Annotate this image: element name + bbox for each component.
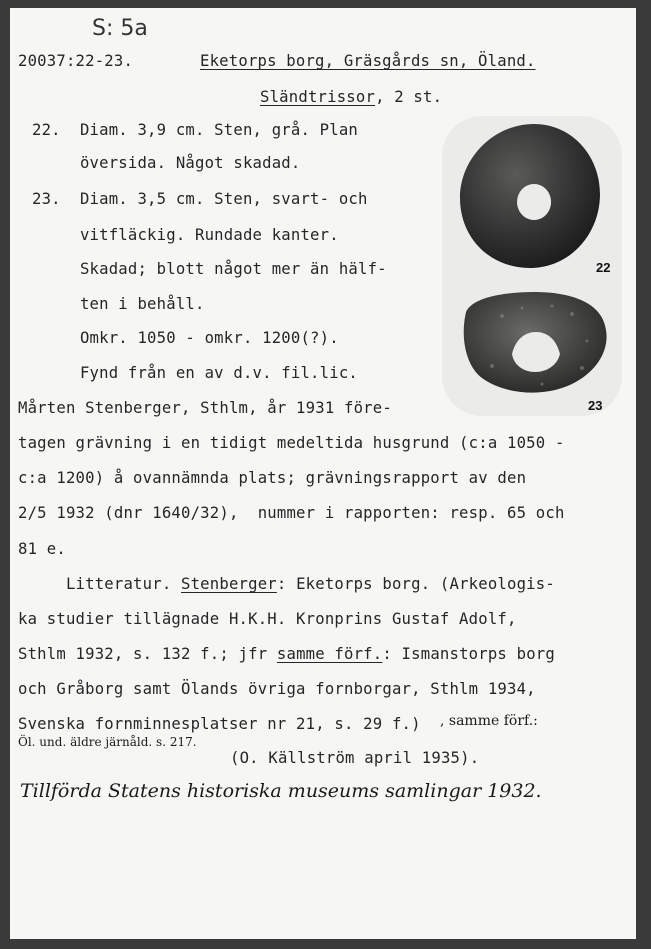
literature-author: Stenberger <box>181 575 277 593</box>
literature-line-4: och Gråborg samt Ölands övriga fornborgar, Sthlm 1934, <box>18 680 536 698</box>
photo-label-23: 23 <box>588 398 603 413</box>
archive-mark: S: 5a <box>92 16 148 41</box>
inventory-number: 20037:22-23. <box>18 52 134 70</box>
literature-text: Sthlm 1932, s. 132 f.; jfr <box>18 645 277 663</box>
text-line: tagen grävning i en tidigt medeltida husgrund (c:a 1050 - <box>18 434 565 452</box>
text-line: vitfläckig. Rundade kanter. <box>32 226 339 244</box>
literature-line-2: ka studier tillägnade H.K.H. Kronprins Gustaf Adolf, <box>18 610 517 628</box>
literature-line-3 <box>18 645 555 663</box>
literature-line-1 <box>18 575 555 593</box>
catalog-card <box>10 8 636 939</box>
object-title: Sländtrissor <box>260 88 376 106</box>
handwritten-reference: Öl. und. äldre järnåld. s. 217. <box>18 735 197 749</box>
object-count: , 2 st. <box>375 88 443 106</box>
literature-intro: Litteratur. <box>18 575 181 593</box>
text-line: översida. Något skadad. <box>32 154 301 172</box>
text-line: Fynd från en av d.v. fil.lic. <box>32 364 358 382</box>
object-title-line <box>260 88 442 106</box>
text-line: 81 e. <box>18 540 66 558</box>
find-place: Eketorps borg, Gräsgårds sn, Öland. <box>200 52 536 70</box>
text-line: Skadad; blott något mer än hälf- <box>32 260 387 278</box>
handwritten-footer: Tillförda Statens historiska museums samlingar 1932. <box>20 780 542 802</box>
photo-label-22: 22 <box>596 260 611 275</box>
same-author: samme förf. <box>276 645 383 663</box>
literature-line-5: Svenska fornminnesplatser nr 21, s. 29 f.) <box>18 715 421 733</box>
literature-text: : Ismanstorps borg <box>382 645 555 663</box>
text-line: 2/5 1932 (dnr 1640/32), nummer i rapporten: resp. 65 och <box>18 504 565 522</box>
text-line: c:a 1200) å ovannämnda plats; grävningsrapport av den <box>18 469 527 487</box>
text-line: 22. Diam. 3,9 cm. Sten, grå. Plan <box>32 121 358 139</box>
text-line: Omkr. 1050 - omkr. 1200(?). <box>32 329 339 347</box>
text-line: 23. Diam. 3,5 cm. Sten, svart- och <box>32 190 368 208</box>
cataloger-signature: (O. Källström april 1935). <box>230 749 480 767</box>
literature-ref: : Eketorps borg. (Arkeologis- <box>276 575 555 593</box>
spindle-whorls-photo <box>442 116 622 416</box>
text-line: Mårten Stenberger, Sthlm, år 1931 före- <box>18 399 392 417</box>
text-line: ten i behåll. <box>32 295 205 313</box>
handwritten-addition: , samme förf.: <box>440 713 538 729</box>
